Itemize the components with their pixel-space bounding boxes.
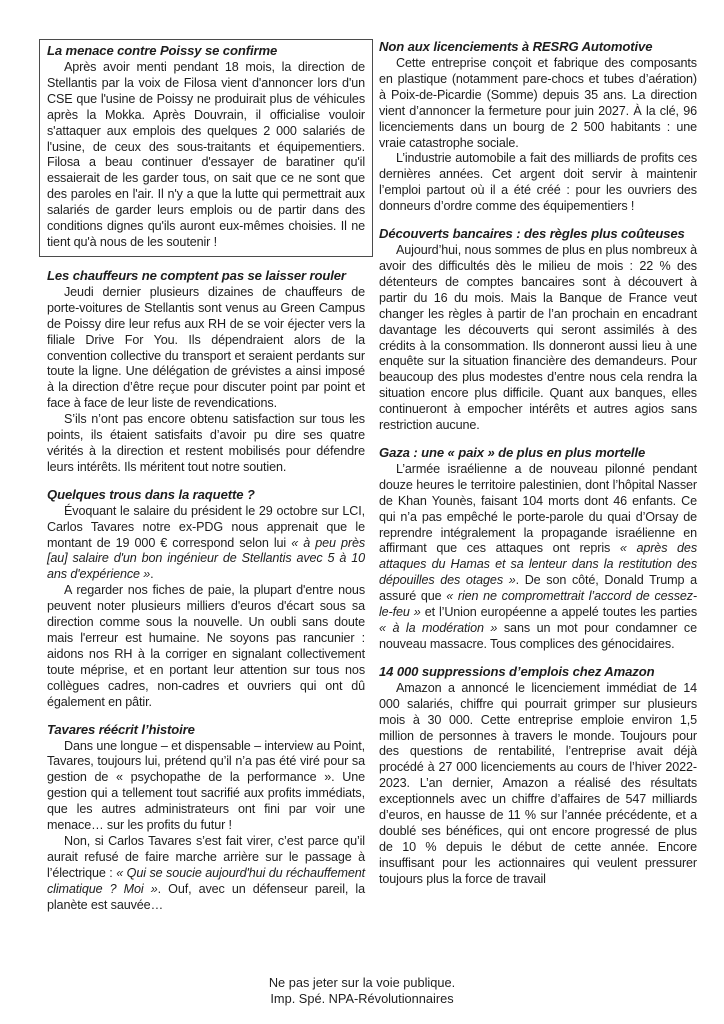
body-text: Amazon a annoncé le licenciement immédiat de 14 000 salariés, chiffre qui pourrait grimper sur plusieurs mois à 30 000. Cette entreprise emploie environ 1,5 million de personnes à travers le monde. Toujours pour des questions de rentabilité, l’entreprise avait déjà procédé à 27 000 licenciements au cours de l’hiver 2022-2023. L’an dernier, Amazon a réalisé des résultats exceptionnels avec un chiffre d’affaires de 547 milliards d’euros, en hausse de 11 % sur l’année précédente, et a doublé ses bénéfices, qui ont encore progressé de plus de 10 % depuis le début de cette année. Encore insuffisant pour les actionnaires qui veulent pressurer toujours plus la force de travail [379,680,697,886]
body-text: Jeudi dernier plusieurs dizaines de chauffeurs de porte-voitures de Stellantis sont venus au Green Campus de Poissy dire leur refus aux RH de se voir éjecter vers la filiale Drive For You. Ils dépendraient alors de la convention collective du transport et seraient perdants sur toute la ligne. Une délégation de grévistes a ainsi imposé à la direction d’être reçue pour discuter point par point et face à face de leur liste de revendications. [47,284,365,411]
article-paragraph [379,462,697,653]
footer-line-disposal-notice: Ne pas jeter sur la voie publique. [268,975,456,990]
body-text: sans un mot pour condamner ce nouveau massacre. Tous complices des génocidaires. [379,621,697,651]
body-text: . De son côté, Donald Trump a assuré que [379,573,697,604]
body-text: . [150,567,154,582]
article-paragraph [47,285,365,412]
article-section [379,226,697,434]
article-section [47,268,365,476]
article-title: Les chauffeurs ne comptent pas se laisser rouler [47,267,346,283]
article-section [379,445,697,653]
quoted-italic-text: « à la modération » [379,621,498,635]
article-paragraph [47,583,365,710]
body-text: et l’Union européenne a appelé toutes les parties [420,605,697,620]
footer [0,975,724,1007]
body-text: S’ils n’ont pas encore obtenu satisfaction sur tous les points, ils étaient satisfaits d’avoir pu dire ses quatre vérités à la direction et restent mobilisés pour défendre leurs intérêts. Ils méritent tout notre soutien. [47,412,365,474]
article-title: Quelques trous dans la raquette ? [47,486,255,502]
article-paragraph [379,243,697,434]
article-paragraph [379,56,697,151]
article-title: Tavares réécrit l’histoire [47,721,195,737]
body-text: Aujourd’hui, nous sommes de plus en plus nombreux à avoir des difficultés dès le milieu de mois : 22 % des détenteurs de comptes bancaires sont à découvert à partir du 16 du mois. Mais la Banque de France veut changer les règles à partir de l’an prochain en encadrant davantage les découverts qui seront assimilés à des crédits à la consommation. Ils donneront aussi lieu à une enquête sur la situation financière des demandeurs. Pour beaucoup des plus modestes d’entre nous cela rendra la situation encore plus difficile. Quant aux banques, elles continueront à empocher intérêts et autres agios sans restriction aucune. [379,243,697,433]
quoted-italic-text: « à peu près [au] salaire d'un bon ingénieur de Stellantis avec 5 à 10 ans d'expérience » [47,535,366,582]
body-text: A regarder nos fiches de paie, la plupart d'entre nous peuvent noter plusieurs milliers d'euros d'écart sous sa direction comme sous la nouvelle. Un oubli sans doute mais l'erreur est humaine. Ne soyons pas rancunier : aidons nos RH à la corriger en signalant collectivement toute méprise, et en portant leur attention sur tous nos collègues cadres, non-cadres et ouvriers qui ont dû également en pâtir. [47,583,365,709]
article-title: 14 000 suppressions d’emplois chez Amazon [379,663,655,679]
article-paragraph [47,504,365,584]
body-text: Évoquant le salaire du président le 29 octobre sur LCI, Carlos Tavares notre ex-PDG nous apprenait que le montant de 19 000 € correspond selon lui [47,503,365,550]
footer-line-printer-credit: Imp. Spé. NPA-Révolutionnaires [270,991,454,1006]
article-title: Non aux licenciements à RESRG Automotive [379,39,653,54]
article-paragraph [379,681,697,888]
article-title: Découverts bancaires : des règles plus coûteuses [379,226,685,242]
column-left [47,39,365,914]
article-paragraph [47,412,365,476]
body-text: Cette entreprise conçoit et fabrique des composants en plastique (notamment pare-chocs et tubes d’aération) à Poix-de-Picardie (Somme) depuis 35 ans. La direction vient d’annoncer la fermeture pour juin 2027. À la clé, 96 licenciements dans un bourg de 2 500 habitants : une vraie catastrophe sociale. [379,56,697,150]
body-text: L’industrie automobile a fait des milliards de profits ces dernières années. Cet argent doit servir à maintenir l’emploi partout où il a été créé : pour les ouvriers des donneurs d’ordre comme des équipementiers ! [379,151,697,214]
article-section [39,39,373,257]
quoted-italic-text: « rien ne compromettrait l’accord de cessez-le-feu » [379,589,697,620]
article-title: Gaza : une « paix » de plus en plus mortelle [379,444,646,460]
article-section [379,664,697,888]
body-text: Après avoir menti pendant 18 mois, la direction de Stellantis par la voix de Filosa vient d'annoncer lors d'un CSE que l'usine de Poissy ne produirait plus de véhicules après la Mokka. Après Douvrain, il officialise vouloir s'attaquer aux emplois des quelques 2 000 salariés de l'usine, de ceux des sous-traitants et équipementiers. Filosa a beau continuer d'essayer de baratiner qu'il essaierait de les garder tous, on sait que ce ne sont que des paroles en l'air. Il n'y a que la lutte qui permettrait aux salariés de garder leurs emplois ou de partir dans des conditions dignes qu'ils auront eux-mêmes choisies. Il ne tient qu'à nous de les soutenir ! [47,60,365,249]
article-title: La menace contre Poissy se confirme [47,43,278,58]
article-section [47,722,365,914]
article-paragraph [47,739,365,834]
body-text: Non, si Carlos Tavares s’est fait virer, c’est parce qu’il aurait refusé de faire marche arrière sur le passage à l’électrique : [47,833,365,880]
body-text: L’armée israélienne a de nouveau pilonné pendant douze heures le territoire palestinien, dont l’hôpital Nasser de Khan Younès, faisant 104 morts dont 46 enfants. Ce qui n’a pas empêché le porte-parole du quai d’Orsay de reprendre intégralement la propagande israélienne en affirmant que ces attaques ont repris [379,461,697,556]
body-text: . Ouf, avec un défenseur pareil, la planète est sauvée… [47,881,365,912]
article-section [47,487,365,711]
article-paragraph [47,60,365,251]
article-paragraph [379,151,697,215]
article-paragraph [47,834,365,914]
quoted-italic-text: « après des attaques du Hamas et sa lenteur dans la restitution des dépouilles des otages » [379,541,697,588]
article-section [379,39,697,215]
body-text: Dans une longue – et dispensable – interview au Point, Tavares, toujours lui, prétend qu’il n’a pas été viré pour sa gestion de « psychopathe de la performance ». Une gestion qui a tellement tout sacrifié aux profits immédiats, que les autres administrateurs ont fini par voir une menace… sur les profits du futur ! [47,738,365,833]
quoted-italic-text: « Qui se soucie aujourd'hui du réchauffement climatique ? Moi » [47,865,365,896]
column-right [379,39,697,888]
